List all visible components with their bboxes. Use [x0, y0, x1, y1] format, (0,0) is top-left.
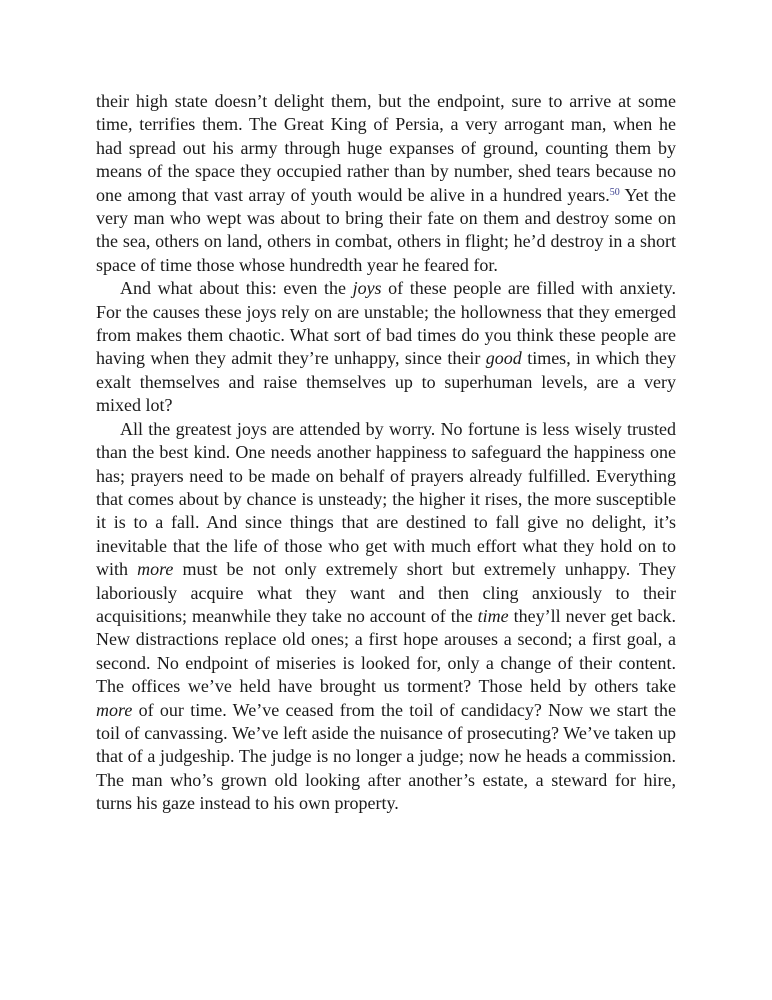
paragraph-3-emphasis-time: time	[477, 605, 509, 626]
paragraph-1	[96, 90, 676, 277]
paragraph-1-text-a: their high state doesn’t delight them, but the endpoint, sure to arrive at some time, terrifies them. The Great King of Persia, a very arrogant man, when he had spread out his army through huge expanses of ground, counting them by means of the space they occupied rather than by number, shed tears because no one among that vast array of youth would be alive in a hundred years.	[96, 91, 676, 205]
paragraph-3	[96, 418, 676, 816]
paragraph-2-emphasis-good: good	[485, 348, 522, 369]
paragraph-2-emphasis-joys: joys	[352, 278, 382, 299]
paragraph-2-text-a: And what about this: even the	[120, 278, 353, 299]
paragraph-3-text-b: must be not only extremely short but extremely unhappy. They laboriously acquire what they want and then cling anxiously to their acquisitions; meanwhile they take no account of the	[96, 559, 676, 626]
paragraph-2	[96, 277, 676, 417]
paragraph-3-emphasis-more-2: more	[96, 699, 133, 720]
footnote-reference-50[interactable]: 50	[609, 186, 620, 198]
paragraph-3-text-a: All the greatest joys are attended by worry. No fortune is less wisely trusted than the best kind. One needs another happiness to safeguard the happiness one has; prayers need to be made on behalf of prayers already fulfilled. Everything that comes about by chance is unsteady; the higher it rises, the more susceptible it is to a fall. And since things that are destined to fall give no delight, it’s inevitable that the life of those who get with much effort what they hold on to with	[96, 418, 676, 580]
paragraph-2-text-c: times, in which they exalt themselves and raise themselves up to superhuman levels, are a very mixed lot?	[96, 348, 676, 416]
paragraph-3-text-c: they’ll never get back. New distractions replace old ones; a first hope arouses a second; a first goal, a second. No endpoint of miseries is looked for, only a change of their content. The offices we’ve held have brought us torment? Those held by others take	[96, 605, 676, 697]
paragraph-3-text-d: of our time. We’ve ceased from the toil of candidacy? Now we start the toil of canvassing. We’ve left aside the nuisance of prosecuting? We’ve taken up that of a judgeship. The judge is no longer a judge; now he heads a commission. The man who’s grown old looking after another’s estate, a steward for hire, turns his gaze instead to his own property.	[96, 699, 676, 814]
paragraph-3-emphasis-more-1: more	[137, 559, 174, 580]
page-body	[96, 90, 676, 816]
paragraph-2-text-b: of these people are filled with anxiety. For the causes these joys rely on are unstable; the hollowness that they emerged from makes them chaotic. What sort of bad times do you think these people are having when they admit they’re unhappy, since their	[96, 278, 676, 369]
paragraph-1-text-b: Yet the very man who wept was about to bring their fate on them and destroy some on the sea, others on land, others in combat, others in flight; he’d destroy in a short space of time those whose hundredth year he feared for.	[96, 184, 676, 275]
